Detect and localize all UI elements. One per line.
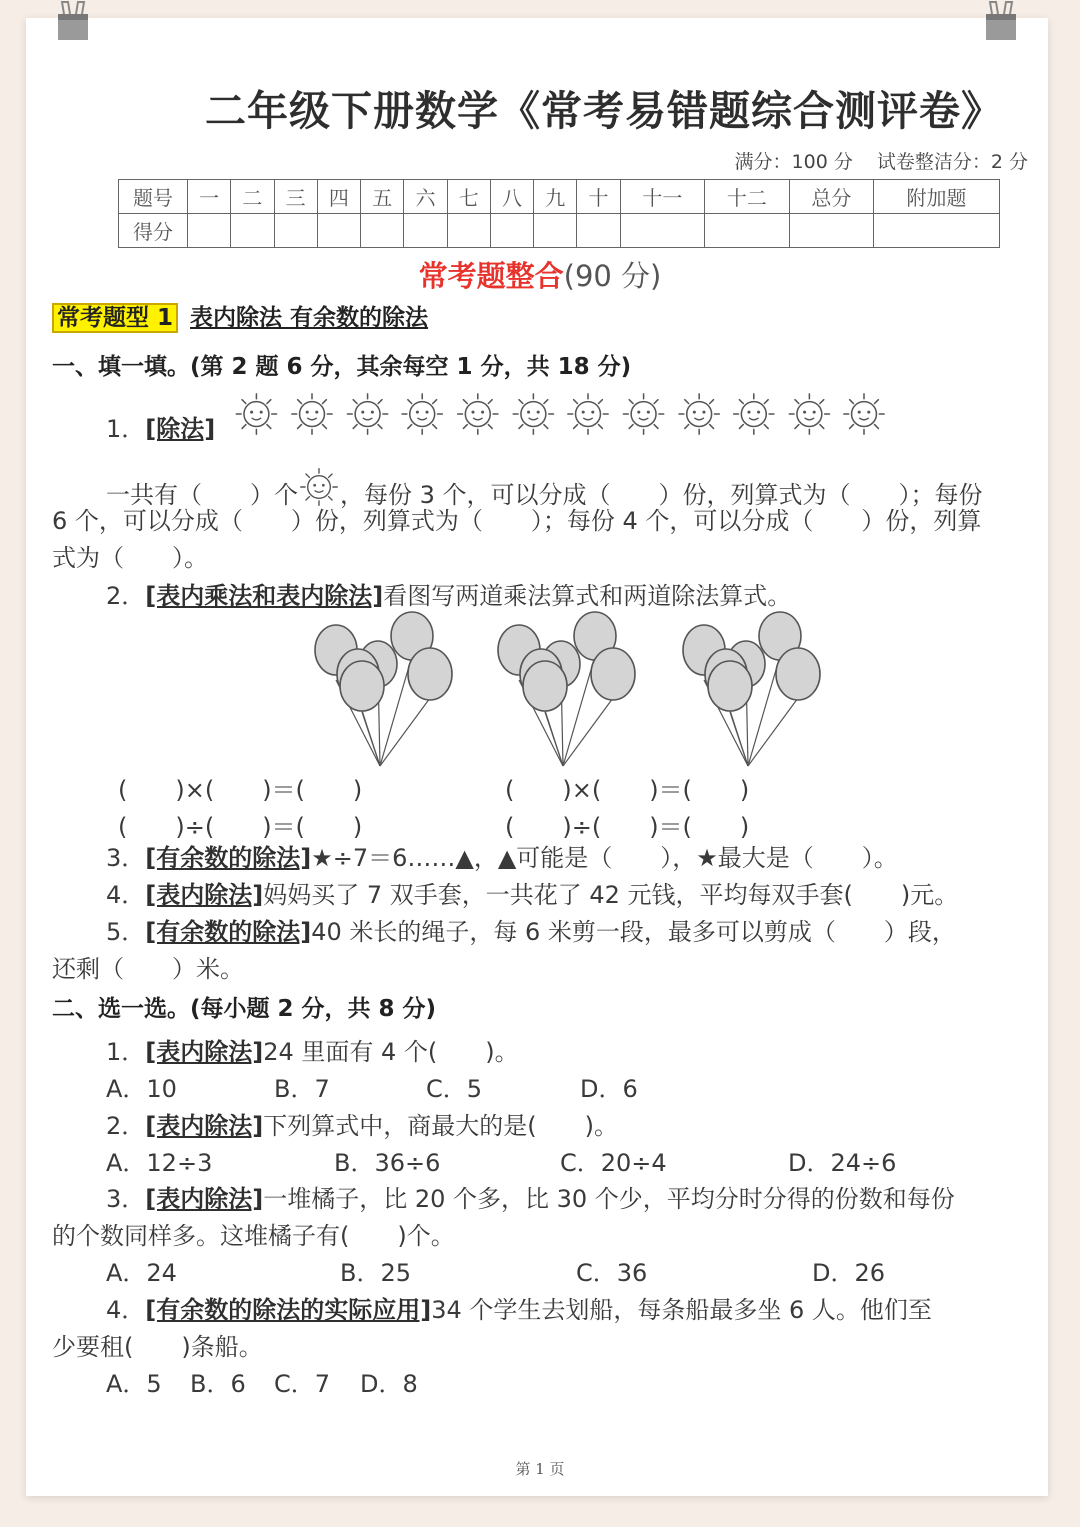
option-c[interactable]: C．5 <box>426 1075 483 1103</box>
knowledge-point: [表内除法] <box>145 1038 264 1066</box>
question-text: 妈妈买了 7 双手套，一共花了 42 元钱，平均每双手套( )元。 <box>263 881 959 909</box>
score-cell[interactable] <box>188 214 231 248</box>
score-cell[interactable] <box>447 214 490 248</box>
sun-icon <box>347 394 387 434</box>
section-title <box>0 254 1080 295</box>
balloon-bunch-icon <box>683 612 820 766</box>
option-c[interactable]: C．20÷4 <box>560 1149 667 1177</box>
option-b[interactable]: B．25 <box>340 1259 412 1287</box>
question-text: 下列算式中，商最大的是( )。 <box>263 1112 618 1140</box>
question-number: 1． <box>106 1038 146 1066</box>
score-header-cell: 十二 <box>705 180 789 214</box>
question-number: 5． <box>106 918 146 946</box>
knowledge-point: [表内除法] <box>145 881 264 909</box>
score-row-label: 得分 <box>119 214 188 248</box>
score-cell[interactable] <box>317 214 360 248</box>
option-b[interactable]: B．7 <box>274 1075 330 1103</box>
question-1-1-line2: 6 个，可以分成（ ）份，列算式为（ ）；每份 4 个，可以分成（ ）份，列算 <box>52 507 982 535</box>
division-equation: ( )÷( )＝( ) <box>505 813 750 841</box>
option-d[interactable]: D．26 <box>812 1259 886 1287</box>
score-cell[interactable] <box>620 214 704 248</box>
knowledge-point: [表内乘法和表内除法] <box>145 582 384 610</box>
question-2-4-line2: 少要租( )条船。 <box>52 1333 263 1361</box>
multiplication-equation: ( )×( )＝( ) <box>118 776 363 804</box>
sun-icon <box>679 394 719 434</box>
score-cell[interactable] <box>577 214 620 248</box>
options-2-2 <box>0 1145 1080 1181</box>
score-header-cell: 附加题 <box>874 180 1000 214</box>
question-2-3 <box>106 1181 955 1217</box>
question-number: 3． <box>106 1185 146 1213</box>
options-2-3 <box>0 1255 1080 1291</box>
page-footer: 第 1 页 <box>515 1460 565 1478</box>
question-text: ★÷7＝6……▲，▲可能是（ ），★最大是（ ）。 <box>311 844 898 872</box>
neatness-score: 试卷整洁分：2 分 <box>876 151 1028 173</box>
part1-heading: 一、填一填。(第 2 题 6 分，其余每空 1 分，共 18 分) <box>52 354 632 380</box>
sun-icon <box>298 467 340 507</box>
score-cell[interactable] <box>361 214 404 248</box>
question-text: 一共有（ ）个 <box>106 481 298 509</box>
question-1-3 <box>106 840 898 876</box>
question-text: 看图写两道乘法算式和两道除法算式。 <box>383 582 792 610</box>
sun-icon <box>402 394 442 434</box>
question-2-1 <box>106 1034 519 1070</box>
knowledge-point: [有余数的除法] <box>145 918 312 946</box>
score-header-cell: 三 <box>274 180 317 214</box>
option-a[interactable]: A．10 <box>106 1075 177 1103</box>
knowledge-point: [有余数的除法的实际应用] <box>145 1296 432 1324</box>
section-title-text: 常考题整合 <box>418 259 564 293</box>
question-1-1 <box>106 411 215 447</box>
options-2-1 <box>0 1071 1080 1107</box>
question-1-4 <box>106 877 958 913</box>
question-text: 34 个学生去划船，每条船最多坐 6 人。他们至 <box>431 1296 932 1324</box>
sun-icon <box>623 394 663 434</box>
score-header-cell: 八 <box>490 180 533 214</box>
score-cell[interactable] <box>789 214 873 248</box>
option-a[interactable]: A．24 <box>106 1259 177 1287</box>
score-header-cell: 六 <box>404 180 447 214</box>
options-2-4 <box>0 1366 1080 1402</box>
knowledge-point: [表内除法] <box>145 1185 264 1213</box>
multiplication-equation: ( )×( )＝( ) <box>505 776 750 804</box>
question-number: 3． <box>106 844 146 872</box>
question-number: 2． <box>106 582 146 610</box>
question-number: 4． <box>106 881 146 909</box>
sun-row <box>220 392 910 438</box>
option-d[interactable]: D．6 <box>580 1075 638 1103</box>
knowledge-point: [有余数的除法] <box>145 844 312 872</box>
question-2-2 <box>106 1108 618 1144</box>
type-tag: 常考题型 1 <box>52 303 178 333</box>
question-2-4 <box>106 1292 932 1328</box>
question-text: 40 米长的绳子，每 6 米剪一段，最多可以剪成（ ）段， <box>311 918 956 946</box>
section-points: (90 分) <box>563 259 662 293</box>
sun-icon <box>292 394 332 434</box>
sun-icon <box>236 394 276 434</box>
sun-icon <box>568 394 608 434</box>
score-table-score-row <box>119 214 1000 248</box>
score-table-header-row <box>119 180 1000 214</box>
score-header-cell: 二 <box>231 180 274 214</box>
question-2-3-line2: 的个数同样多。这堆橘子有( )个。 <box>52 1222 455 1250</box>
score-header-cell: 十 <box>577 180 620 214</box>
sun-icon <box>844 394 884 434</box>
sun-icon <box>734 394 774 434</box>
score-header-cell: 四 <box>317 180 360 214</box>
score-info <box>735 147 1028 174</box>
question-1-1-line3: 式为（ ）。 <box>52 544 208 572</box>
option-d[interactable]: D．8 <box>360 1370 418 1398</box>
knowledge-point: [表内除法] <box>145 1112 264 1140</box>
sun-icon <box>789 394 829 434</box>
score-header-cell: 题号 <box>119 180 188 214</box>
question-1-5-line2: 还剩（ ）米。 <box>52 955 244 983</box>
option-a[interactable]: A．12÷3 <box>106 1149 213 1177</box>
option-a[interactable]: A．5 <box>106 1370 162 1398</box>
question-number: 2． <box>106 1112 146 1140</box>
part2-heading: 二、选一选。(每小题 2 分，共 8 分) <box>52 996 437 1022</box>
full-score: 满分：100 分 <box>734 151 853 173</box>
option-c[interactable]: C．7 <box>274 1370 331 1398</box>
option-b[interactable]: B．6 <box>190 1370 246 1398</box>
option-d[interactable]: D．24÷6 <box>788 1149 897 1177</box>
score-header-cell: 五 <box>361 180 404 214</box>
score-header-cell: 一 <box>188 180 231 214</box>
binder-clip-right-icon <box>980 0 1022 44</box>
balloon-bunch-icon <box>498 612 635 766</box>
type-topic: 表内除法 有余数的除法 <box>190 305 429 331</box>
score-cell[interactable] <box>404 214 447 248</box>
question-text: ，每份 3 个，可以分成（ ）份，列算式为（ ）；每份 <box>340 481 983 509</box>
score-cell[interactable] <box>534 214 577 248</box>
score-table <box>118 179 1000 248</box>
score-cell[interactable] <box>274 214 317 248</box>
score-cell[interactable] <box>490 214 533 248</box>
question-text: 24 里面有 4 个( )。 <box>263 1038 519 1066</box>
option-b[interactable]: B．36÷6 <box>334 1149 441 1177</box>
sun-icon <box>458 394 498 434</box>
knowledge-point: [除法] <box>145 415 216 443</box>
question-number: 1． <box>106 415 146 443</box>
score-cell[interactable] <box>874 214 1000 248</box>
score-header-cell: 九 <box>534 180 577 214</box>
type-tag-row <box>52 299 428 332</box>
score-header-cell: 总分 <box>789 180 873 214</box>
question-1-5 <box>106 914 956 950</box>
sun-icon <box>513 394 553 434</box>
balloon-picture <box>300 608 840 768</box>
question-text: 一堆橘子，比 20 个多，比 30 个少，平均分时分得的份数和每份 <box>263 1185 955 1213</box>
binder-clip-left-icon <box>52 0 94 44</box>
page-title: 二年级下册数学《常考易错题综合测评卷》 <box>205 87 1003 135</box>
division-equation: ( )÷( )＝( ) <box>118 813 363 841</box>
option-c[interactable]: C．36 <box>576 1259 648 1287</box>
score-cell[interactable] <box>231 214 274 248</box>
score-header-cell: 七 <box>447 180 490 214</box>
question-number: 4． <box>106 1296 146 1324</box>
balloon-bunch-icon <box>315 612 452 766</box>
score-header-cell: 十一 <box>620 180 704 214</box>
score-cell[interactable] <box>705 214 789 248</box>
